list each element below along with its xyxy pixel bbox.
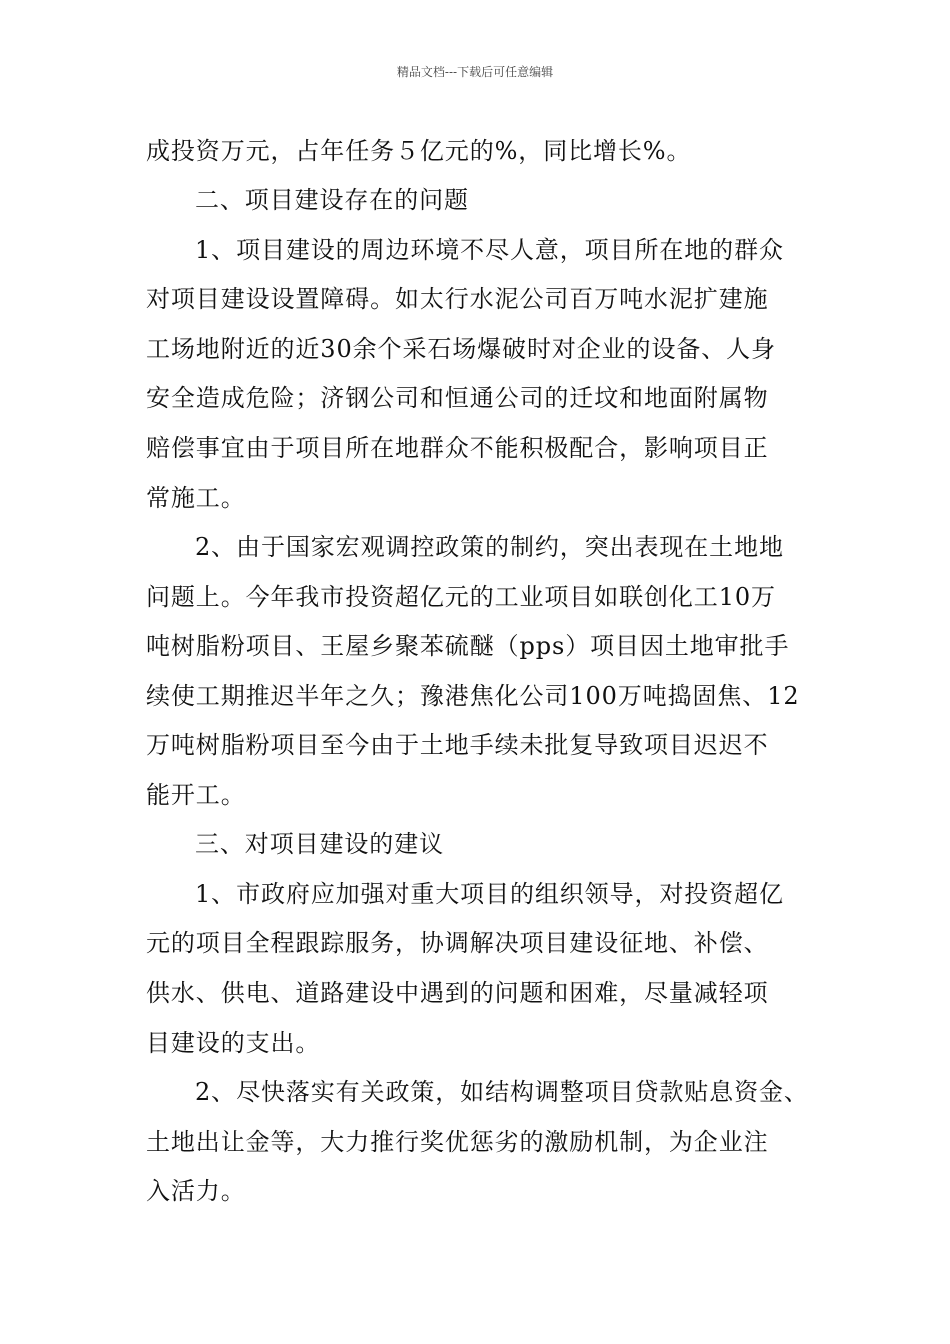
text-line: 万吨树脂粉项目至今由于土地手续未批复导致项目迟迟不 — [146, 731, 769, 759]
text-line: 2、由于国家宏观调控政策的制约，突出表现在土地地 — [195, 533, 784, 561]
text-line: 成投资万元，占年任务５亿元的%，同比增长%。 — [146, 137, 692, 165]
text-line: 元的项目全程跟踪服务，协调解决项目建设征地、补偿、 — [146, 929, 769, 957]
text-line: 目建设的支出。 — [146, 1029, 321, 1057]
text-line: 常施工。 — [146, 484, 246, 512]
text-line: 土地出让金等，大力推行奖优惩劣的激励机制，为企业注 — [146, 1128, 769, 1156]
text-line: 1、项目建设的周边环境不尽人意，项目所在地的群众 — [195, 236, 784, 264]
text-line: 工场地附近的近30余个采石场爆破时对企业的设备、人身 — [146, 335, 776, 363]
text-line: 续使工期推迟半年之久；豫港焦化公司100万吨捣固焦、12 — [146, 682, 800, 710]
text-line: 能开工。 — [146, 781, 246, 809]
section-heading: 三、对项目建设的建议 — [195, 830, 444, 858]
text-line: 对项目建设设置障碍。如太行水泥公司百万吨水泥扩建施 — [146, 285, 769, 313]
text-line: 吨树脂粉项目、王屋乡聚苯硫醚（pps）项目因土地审批手 — [146, 632, 790, 660]
text-line: 1、市政府应加强对重大项目的组织领导，对投资超亿 — [195, 880, 784, 908]
text-line: 赔偿事宜由于项目所在地群众不能积极配合，影响项目正 — [146, 434, 769, 462]
section-heading: 二、项目建设存在的问题 — [195, 186, 469, 214]
text-line: 2、尽快落实有关政策，如结构调整项目贷款贴息资金、 — [195, 1078, 809, 1106]
text-line: 问题上。今年我市投资超亿元的工业项目如联创化工10万 — [146, 583, 776, 611]
text-line: 入活力。 — [146, 1177, 246, 1205]
text-line: 供水、供电、道路建设中遇到的问题和困难，尽量减轻项 — [146, 979, 769, 1007]
text-line: 安全造成危险；济钢公司和恒通公司的迁坟和地面附属物 — [146, 384, 769, 412]
page-header: 精品文档---下载后可任意编辑 — [396, 65, 554, 79]
